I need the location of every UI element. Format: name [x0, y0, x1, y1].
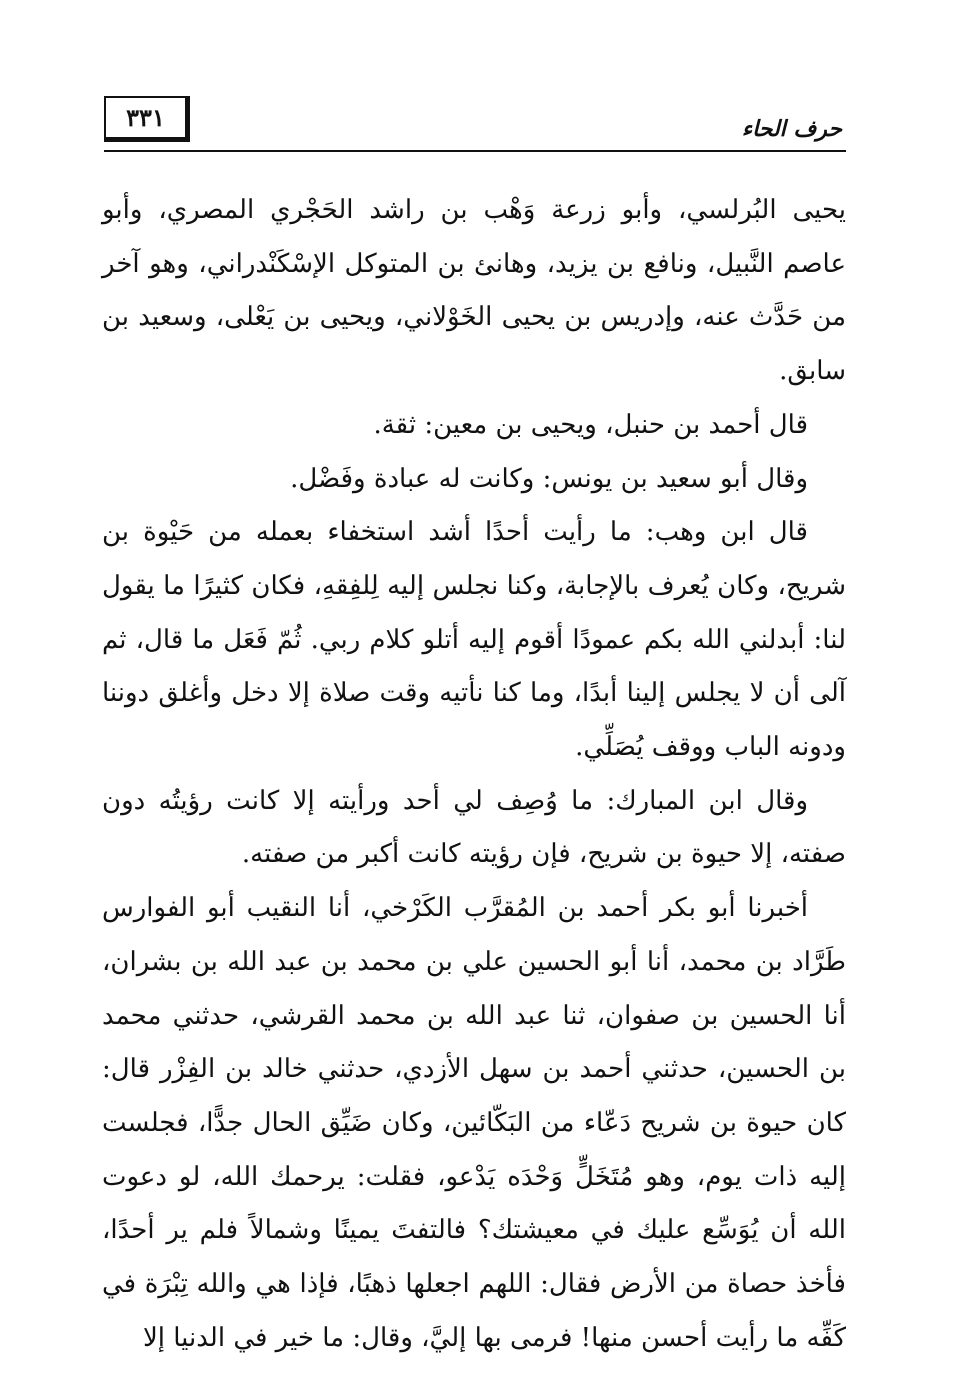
paragraph: قال أحمد بن حنبل، ويحيى بن معين: ثقة.	[373, 409, 808, 440]
paragraph: قال ابن وهب: ما رأيت أحدًا أشد استخفاء بعمله من حَيْوة بن شريح، وكان يُعرف بالإجابة، وكنا نجلس إليه لِلفِقهِ، فكان كثيرًا ما يقول لنا: أبدلني الله بكم عمودًا أقوم إليه أتلو كلام ربي. ثُمّ فَعَل ما قال، ثم آلى أن لا يجلس إلينا أبدًا، وما كنا نأتيه وقت صلاة إلا دخل وأغلق دوننا ودونه الباب ووقف يُصَلِّي.	[102, 517, 846, 763]
paragraph: وقال أبو سعيد بن يونس: وكانت له عبادة وفَضْل.	[290, 463, 808, 494]
paragraph: يحيى البُرلسي، وأبو زرعة وَهْب بن راشد الحَجْري المصري، وأبو عاصم النَّبيل، ونافع بن يزيد، وهانئ بن المتوكل الإسْكَنْدراني، وهو آخر من حَدَّث عنه، وإدريس بن يحيى الخَوْلاني، ويحيى بن يَعْلى، وسعيد بن سابق.	[102, 195, 846, 387]
page-number: ٣٣١	[104, 96, 190, 142]
header-rule	[104, 150, 846, 152]
paragraph: أخبرنا أبو بكر أحمد بن المُقرَّب الكَرْخي، أنا النقيب أبو الفوارس طَرَّاد بن محمد، أنا أبو الحسين علي بن محمد بن عبد الله بن بشران، أنا الحسين بن صفوان، ثنا عبد الله بن محمد القرشي، حدثني محمد بن الحسين، حدثني أحمد بن سهل الأزدي، حدثني خالد بن الفِزْر قال: كان حيوة بن شريح دَعّاء من البَكّائين، وكان ضَيِّق الحال جدًّا، فجلست إليه ذات يوم، وهو مُتَخَلٍّ وَحْدَه يَدْعو، فقلت: يرحمك الله، لو دعوت الله أن يُوَسِّع عليك في معيشتك؟ فالتفتَ يمينًا وشمالاً فلم ير أحدًا، فأخذ حصاة من الأرض فقال: اللهم اجعلها ذهبًا، فإذا هي والله تِبْرَة في كَفِّه ما رأيت أحسن منها! فرمى بها إليَّ، وقال: ما خير في الدنيا إلا	[102, 893, 846, 1353]
body-text	[102, 184, 846, 1365]
page-header	[104, 92, 846, 156]
running-head: حرف الحاء	[741, 116, 842, 142]
paragraph: وقال ابن المبارك: ما وُصِف لي أحد ورأيته إلا كانت رؤيتُه دون صفته، إلا حيوة بن شريح، فإن رؤيته كانت أكبر من صفته.	[102, 785, 846, 870]
